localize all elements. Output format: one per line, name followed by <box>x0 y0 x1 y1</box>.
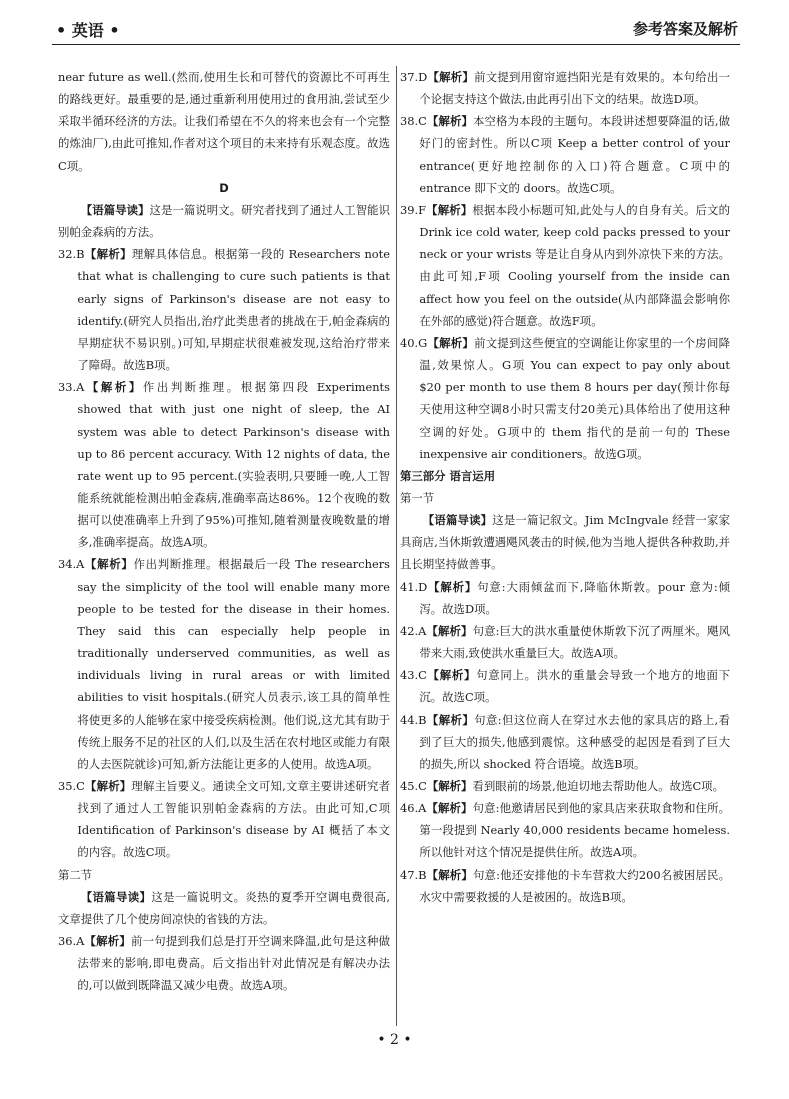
answer-number: 46.A <box>400 801 427 816</box>
answer-44 <box>400 709 730 775</box>
answer-text: 句意同上。洪水的重量会导致一个地方的地面下沉。故选C项。 <box>419 668 730 705</box>
answer-number: 39.F <box>400 202 427 217</box>
section-heading-d: D <box>219 180 229 195</box>
answer-47 <box>400 864 730 908</box>
part-three-heading: 第三部分 语言运用 <box>400 468 496 483</box>
answer-number: 37.D <box>400 70 428 84</box>
subject-label: • 英语 • <box>56 21 120 40</box>
answer-number: 45.C <box>400 779 427 793</box>
answer-number: 35.C <box>58 779 85 793</box>
answer-number: 33.A <box>58 380 85 395</box>
answer-number: 42.A <box>400 623 427 638</box>
answer-text: 前一句提到我们总是打开空调来降温,此句是这种做法带来的影响,即电费高。后文指出针对此情况是有解决办法的,可以做到既降温又减少电费。故选A项。 <box>77 934 390 993</box>
answer-number: 40.G <box>400 335 428 350</box>
answer-text: 看到眼前的场景,他迫切地去帮助他人。故选C项。 <box>472 779 724 793</box>
answer-41 <box>400 576 730 620</box>
answer-text: 前文提到这些便宜的空调能让你家里的一个房间降温,效果惊人。G项 You can expect to pay only about $20 per month to use them 8 hours per day(预计你每天使用这种空调8小时只需支付20美元)具体给出了使用这种空调的好处。G项中的 them 指代的是前一句的 These inexpensive air conditioners。故选G项。 <box>419 335 730 461</box>
answer-text: 句意:但这位商人在穿过水去他的家具店的路上,看到了巨大的损失,他感到震惊。这种感受的起因是看到了巨大的损失,所以 shocked 符合语境。故选B项。 <box>419 712 730 771</box>
answer-number: 38.C <box>400 114 427 129</box>
answer-43 <box>400 664 730 708</box>
page-number: • 2 • <box>377 1032 412 1048</box>
analysis-label: 【解析】 <box>84 557 134 572</box>
answer-38 <box>400 110 730 199</box>
answer-text: 根据本段小标题可知,此处与人的自身有关。后文的 Drink ice cold water, keep cold packs pressed to your neck or your wrists 等是让自身从内到外凉快下来的方法。由此可知,F项 Cooling yourself from the inside can affect how you feel on the outside(从内部降温会影响你在外部的感觉)符合题意。故选F项。 <box>419 202 730 328</box>
analysis-label: 【解析】 <box>84 779 132 793</box>
answer-42 <box>400 620 730 664</box>
analysis-label: 【解析】 <box>426 801 473 816</box>
analysis-label: 【解析】 <box>427 579 478 594</box>
section-heading-1: 第一节 <box>400 490 435 505</box>
answer-text: 句意:大雨倾盆而下,降临休斯敦。pour 意为:倾泻。故选D项。 <box>419 579 730 616</box>
answer-36 <box>58 930 390 996</box>
answer-number: 41.D <box>400 579 428 594</box>
guide-text: 这是一篇记叙文。Jim McIngvale 经营一家家具商店,当休斯敦遭遇飓风袭击的时候,他为当地人提供各种救助,并且长期坚持做善事。 <box>400 513 730 572</box>
answer-46 <box>400 797 730 863</box>
analysis-label: 【解析】 <box>84 247 132 262</box>
answer-number: 44.B <box>400 712 427 727</box>
guide-text: 这是一篇说明文。炎热的夏季开空调电费很高,文章提供了几个使房间凉快的省钱的方法。 <box>58 889 390 926</box>
answer-text: 理解具体信息。根据第一段的 Researchers note that what is challenging to cure such patients is that early signs of Parkinson's disease are not easy to identify.(研究人员指出,治疗此类患者的挑战在于,帕金森病的早期症状不易识别。)可知,早期症状很难被发现,这给治疗带来了障碍。故选B项。 <box>77 247 390 373</box>
analysis-label: 【解析】 <box>426 712 475 727</box>
answer-number: 43.C <box>400 668 427 683</box>
analysis-label: 【解析】 <box>426 779 473 793</box>
guide-label: 【语篇导读】 <box>422 513 493 528</box>
header-title: 参考答案及解析 <box>632 20 738 38</box>
reading-guide <box>58 199 390 243</box>
reading-guide-3 <box>400 509 730 575</box>
answer-text: 作出判断推理。根据最后一段 The researchers say the simplicity of the tool will enable many more people to be tested for the disease in their homes. They said this can especially help people in traditionally underserved communities, as well as individuals living in rural areas or with limited abilities to visit hospitals.(研究人员表示,该工具的简单性将使更多的人能够在家中接受疾病检测。他们说,这尤其有助于传统上服务不足的社区的人们,以及生活在农村地区或能力有限的人去医院就诊)可知,新方法能让更多的人使用。故选A项。 <box>77 557 390 771</box>
answer-text: 句意:他还安排他的卡车营救大约200名被困居民。水灾中需要救援的人是被困的。故选B项。 <box>419 867 730 904</box>
answer-text: 句意:巨大的洪水重量使休斯敦下沉了两厘米。飓风带来大雨,致使洪水重量巨大。故选A项。 <box>419 623 730 661</box>
analysis-label: 【解析】 <box>426 623 473 638</box>
guide-label: 【语篇导读】 <box>80 889 152 904</box>
analysis-label: 【解析】 <box>426 114 474 129</box>
answer-text: 理解主旨要义。通读全文可知,文章主要讲述研究者找到了通过人工智能识别帕金森病的方法。由此可知,C项 Identification of Parkinson's disease by AI 概括了本文的内容。故选C项。 <box>77 779 390 860</box>
answer-number: 47.B <box>400 867 427 882</box>
answer-text: 作出判断推理。根据第四段 Experiments showed that with just one night of sleep, the AI system was able to detect Parkinson's disease with up to 86 percent accuracy. With 12 nights of data, the rate went up to 95 percent.(实验表明,只要睡一晚,人工智能系统就能检测出帕金森病,准确率高达86%。12个夜晚的数据可以使准确率上升到了95%)可推知,随着测量夜晚数量的增多,准确率提高。故选A项。 <box>77 380 390 550</box>
answer-32 <box>58 243 390 376</box>
analysis-label: 【解析】 <box>427 70 475 84</box>
answer-text: 句意:他邀请居民到他的家具店来获取食物和住所。第一段提到 Nearly 40,000 residents became homeless. 所以他针对这个情况是提供住所。故选A项。 <box>419 801 730 860</box>
answer-40 <box>400 332 730 465</box>
continued-paragraph: near future as well.(然而,使用生长和可替代的资源比不可再生的路线更好。最重要的是,通过重新利用使用过的食用油,尝试至少采取半循环经济的方法。让我们希望在不久的将来也会有一个完整的炼油厂),由此可推知,作者对这个项目的未来持有乐观态度。故选C项。 <box>58 70 390 173</box>
answer-39 <box>400 199 730 332</box>
answer-34 <box>58 553 390 775</box>
answer-text: 前文提到用窗帘遮挡阳光是有效果的。本句给出一个论据支持这个做法,由此再引出下文的结果。故选D项。 <box>419 70 730 107</box>
section-heading-2: 第二节 <box>58 867 93 882</box>
left-column <box>58 66 390 997</box>
analysis-label: 【解析】 <box>427 335 475 350</box>
answer-text: 本空格为本段的主题句。本段讲述想要降温的话,做好门的密封性。所以C项 Keep a better control of your entrance(更好地控制你的入口)符合题意。C项中的 entrance 即下文的 doors。故选C项。 <box>419 114 730 195</box>
answer-number: 34.A <box>58 557 85 572</box>
guide-label: 【语篇导读】 <box>80 202 150 217</box>
answer-33 <box>58 376 390 553</box>
analysis-label: 【解析】 <box>84 380 143 395</box>
answer-35 <box>58 775 390 864</box>
guide-text: 这是一篇说明文。研究者找到了通过人工智能识别帕金森病的方法。 <box>58 202 390 240</box>
answer-37 <box>400 66 730 110</box>
answer-number: 32.B <box>58 247 85 262</box>
analysis-label: 【解析】 <box>426 668 477 683</box>
analysis-label: 【解析】 <box>426 202 473 217</box>
reading-guide-2 <box>58 886 390 930</box>
analysis-label: 【解析】 <box>426 867 473 882</box>
answer-45 <box>400 775 730 797</box>
column-divider <box>396 66 397 1026</box>
analysis-label: 【解析】 <box>84 934 131 949</box>
answer-number: 36.A <box>58 934 85 949</box>
right-column <box>400 66 730 908</box>
page-header <box>52 14 740 45</box>
